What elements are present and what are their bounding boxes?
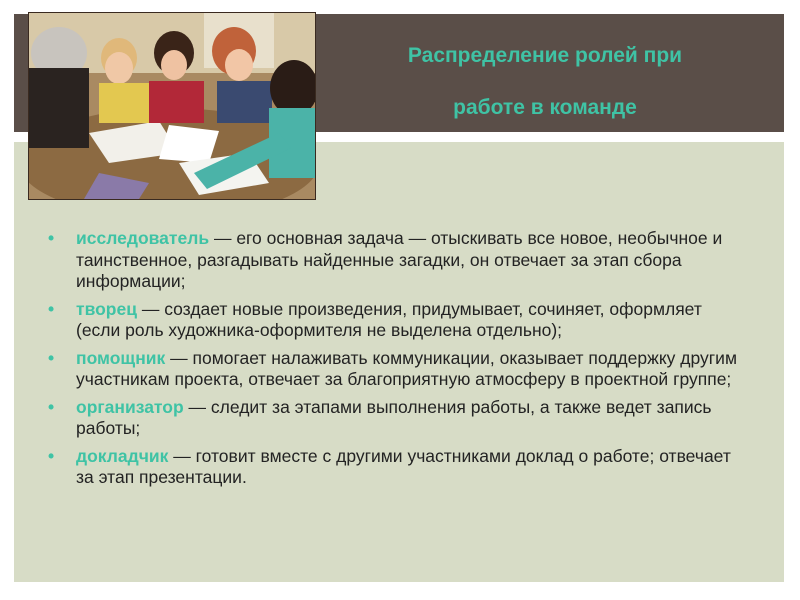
role-name: организатор xyxy=(76,396,184,417)
role-name: исследователь xyxy=(76,228,210,248)
role-name: помощник xyxy=(76,347,166,368)
role-name: докладчик xyxy=(76,445,169,466)
bullet-dot-icon: • xyxy=(48,347,55,368)
title-line-2: работе в команде xyxy=(453,96,637,119)
list-item xyxy=(46,228,746,293)
bullet-dot-icon: • xyxy=(48,396,55,417)
bullet-dot-icon: • xyxy=(48,298,55,319)
bullet-dot-icon: • xyxy=(48,228,55,248)
role-name: творец xyxy=(76,298,137,319)
title-line-1: Распределение ролей при xyxy=(407,44,683,67)
role-description: — помогает налаживать коммуникации, оказывает поддержку другим участникам проекта, отвечает за благоприятную атмосферу в проектной группе; xyxy=(76,347,737,389)
role-description: — следит за этапами выполнения работы, а также ведет запись работы; xyxy=(76,396,712,438)
roles-list xyxy=(46,228,746,495)
list-item xyxy=(46,348,746,391)
role-description: — его основная задача — отыскивать все новое, необычное и таинственное, разгадывать найденные загадки, он отвечает за этап сбора информации; xyxy=(76,228,723,291)
list-item xyxy=(46,397,746,440)
slide-title xyxy=(345,30,745,134)
bullet-dot-icon: • xyxy=(48,445,55,466)
team-photo xyxy=(28,12,316,200)
list-item xyxy=(46,446,746,489)
photo-illustration xyxy=(29,13,315,199)
list-item xyxy=(46,299,746,342)
role-description: — создает новые произведения, придумывает, сочиняет, оформляет (если роль художника-оформителя не выделена отдельно); xyxy=(76,298,702,340)
role-description: — готовит вместе с другими участниками доклад о работе; отвечает за этап презентации. xyxy=(76,445,731,487)
